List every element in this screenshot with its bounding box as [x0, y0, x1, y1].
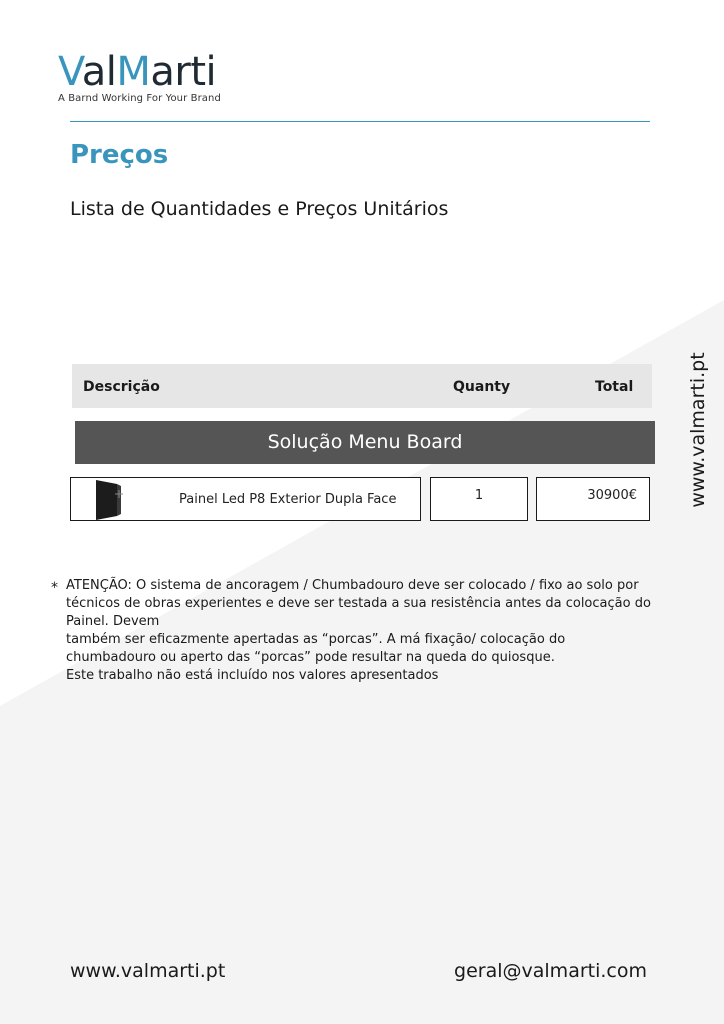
table-row-description-cell [70, 477, 421, 521]
header-description: Descrição [83, 379, 160, 395]
note-asterisk: * [51, 580, 58, 596]
table-header [72, 364, 652, 408]
header-divider [70, 121, 650, 122]
valmarti-logo [58, 49, 221, 104]
page-title: Preços [70, 140, 169, 170]
logo-text-al: al [81, 49, 117, 95]
row-total: 30900€ [587, 488, 637, 503]
attention-note [66, 577, 658, 685]
note-line-2: também ser eficazmente apertadas as “porcas”. A má fixação/ colocação do chumbadouro ou aperto das “porcas” pode resultar na queda do quiosque. [66, 632, 566, 665]
led-panel-icon [93, 480, 127, 524]
header-total: Total [595, 379, 634, 395]
side-website-text: www.valmarti.pt [687, 352, 709, 508]
table-row-total-cell [536, 477, 650, 521]
header-quantity: Quanty [453, 379, 511, 395]
row-quantity: 1 [474, 488, 484, 503]
row-description: Painel Led P8 Exterior Dupla Face [179, 492, 397, 507]
note-line-1: ATENÇÃO: O sistema de ancoragem / Chumbadouro deve ser colocado / fixo ao solo por técnicos de obras experientes e deve ser testada a sua resistência antes da colocação do Painel. Devem [66, 578, 651, 629]
logo-letter-m: M [116, 49, 151, 95]
section-title-bar: Solução Menu Board [75, 421, 655, 464]
logo-tagline: A Barnd Working For Your Brand [58, 93, 221, 104]
footer-website: www.valmarti.pt [70, 960, 226, 982]
table-row-quantity-cell [430, 477, 528, 521]
note-line-3: Este trabalho não está incluído nos valores apresentados [66, 668, 439, 683]
logo-letter-v: V [58, 49, 82, 95]
logo-wordmark [58, 49, 221, 95]
page-subtitle: Lista de Quantidades e Preços Unitários [70, 198, 449, 220]
logo-text-arti: arti [150, 49, 217, 95]
footer-email: geral@valmarti.com [454, 960, 647, 982]
